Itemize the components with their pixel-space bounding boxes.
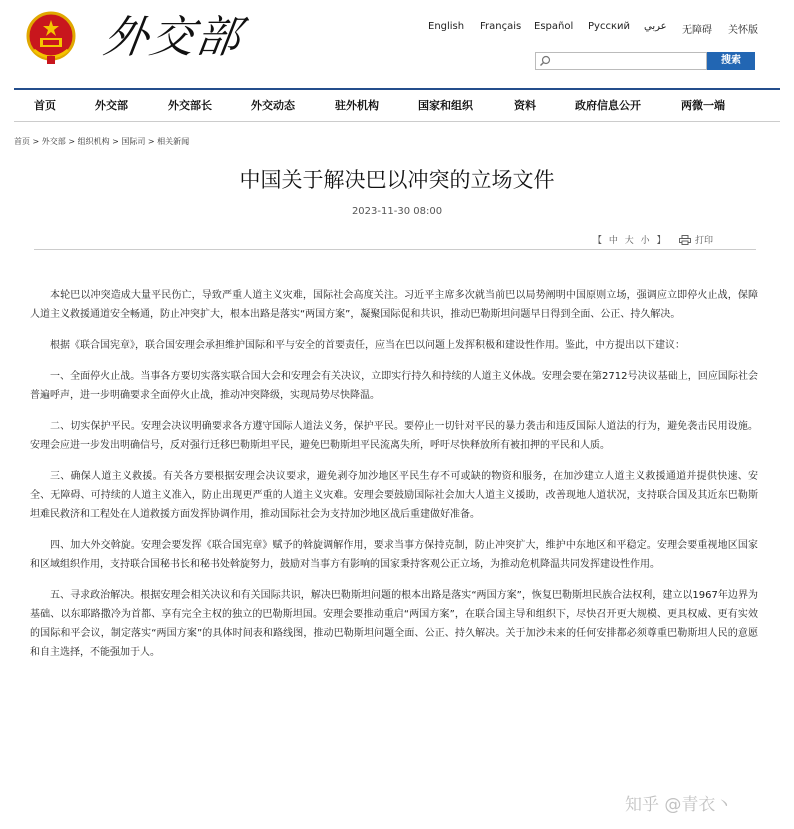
article-paragraph: 一、全面停火止战。当事各方要切实落实联合国大会和安理会有关决议，立即实行持久和持续的人道主义休战。安理会要在第2712号决议基础上，回应国际社会普遍呼声，进一步明确要求全面停火止战，推动冲突降级，实现局势尽快降温。 (30, 371, 758, 401)
search-input[interactable] (535, 52, 707, 70)
article-paragraph: 三、确保人道主义救援。有关各方要根据安理会决议要求，避免剥夺加沙地区平民生存不可或缺的物资和服务，在加沙建立人道主义救援通道并提供快速、安全、无障碍、可持续的人道主义准入，防止出现更严重的人道主义灾难。安理会要鼓励国际社会加大人道主义援助，改善现地人道状况，支持联合国及其近东巴勒斯坦难民救济和工程处在人道救援方面发挥协调作用，推动国际社会为支持加沙地区战后重建做好准备。 (30, 471, 758, 520)
nav-item-home[interactable]: 首页 (34, 99, 56, 112)
accessibility-link[interactable]: 无障碍 (682, 25, 712, 36)
lang-arabic-link[interactable]: عربي (644, 21, 667, 32)
lang-english-link[interactable]: English (428, 21, 465, 32)
article-paragraph: 本轮巴以冲突造成大量平民伤亡，导致严重人道主义灾难，国际社会高度关注。习近平主席多次就当前巴以局势阐明中国原则立场，强调应立即停火止战，保障人道主义救援通道安全畅通，防止冲突扩大，根本出路是落实“两国方案”，凝聚国际促和共识，推动巴勒斯坦问题早日得到全面、公正、持久解决。 (30, 290, 758, 320)
site-header (0, 0, 794, 88)
lang-french-link[interactable]: Français (480, 21, 522, 32)
article-paragraph: 四、加大外交斡旋。安理会要发挥《联合国宪章》赋予的斡旋调解作用，要求当事方保持克制，防止冲突扩大，维护中东地区和平稳定。安理会要重视地区国家和区域组织作用，支持联合国秘书长和秘书处斡旋努力，鼓励对当事方有影响的国家秉持客观公正立场，为推动危机降温共同发挥建设性作用。 (30, 540, 758, 570)
main-nav (14, 88, 780, 122)
nav-item-countries[interactable]: 国家和组织 (418, 99, 473, 112)
nav-item-resources[interactable]: 资料 (514, 99, 536, 112)
site-logo-text[interactable]: 外交部 (100, 12, 246, 63)
font-size-small[interactable]: 小 (640, 236, 650, 246)
font-size-large[interactable]: 大 (624, 236, 634, 246)
breadcrumb[interactable]: 首页 > 外交部 > 组织机构 > 国际司 > 相关新闻 (14, 137, 190, 146)
toolbar-divider (34, 249, 756, 250)
publish-date: 2023-11-30 08:00 (351, 206, 443, 217)
nav-item-diplomatic-news[interactable]: 外交动态 (251, 99, 295, 112)
nav-item-missions[interactable]: 驻外机构 (335, 99, 379, 112)
search-icon (539, 55, 551, 67)
print-button[interactable]: 打印 (695, 236, 714, 246)
font-size-switcher: 【 中 大 小 】 (593, 236, 666, 246)
printer-icon[interactable] (679, 235, 691, 245)
care-mode-link[interactable]: 关怀版 (728, 25, 758, 36)
lang-spanish-link[interactable]: Español (534, 21, 574, 32)
article-body (30, 286, 758, 674)
nav-item-minister[interactable]: 外交部长 (168, 99, 212, 112)
watermark: 知乎 @青衣丶 (625, 795, 733, 815)
font-size-medium[interactable]: 中 (608, 236, 618, 246)
nav-item-ministry[interactable]: 外交部 (95, 99, 128, 112)
page-title: 中国关于解决巴以冲突的立场文件 (239, 168, 555, 192)
nav-item-social[interactable]: 两微一端 (681, 99, 725, 112)
article-paragraph: 根据《联合国宪章》，联合国安理会承担维护国际和平与安全的首要责任，应当在巴以问题上发挥积极和建设性作用。鉴此，中方提出以下建议： (50, 340, 685, 351)
lang-russian-link[interactable]: Русский (588, 21, 630, 32)
nav-item-gov-info[interactable]: 政府信息公开 (575, 99, 641, 112)
article-paragraph: 二、切实保护平民。安理会决议明确要求各方遵守国际人道法义务，保护平民。要停止一切针对平民的暴力袭击和违反国际人道法的行为，避免袭击民用设施。安理会应进一步发出明确信号，反对强行迁移巴勒斯坦平民，避免巴勒斯坦平民流离失所，呼吁尽快释放所有被扣押的平民和人质。 (30, 421, 758, 451)
article-paragraph: 五、寻求政治解决。根据安理会相关决议和有关国际共识，解决巴勒斯坦问题的根本出路是落实“两国方案”，恢复巴勒斯坦民族合法权利，建立以1967年边界为基础、以东耶路撒冷为首都、享有完全主权的独立的巴勒斯坦国。安理会要推动重启“两国方案”，在联合国主导和组织下，尽快召开更大规模、更具权威、更有实效的国际和平会议，制定落实“两国方案”的具体时间表和路线图，推动巴勒斯坦问题全面、公正、持久解决。关于加沙未来的任何安排都必须尊重巴勒斯坦人民的意愿和自主选择，不能强加于人。 (30, 590, 758, 658)
national-emblem-icon[interactable] (26, 10, 76, 66)
search-button[interactable]: 搜索 (707, 52, 755, 70)
